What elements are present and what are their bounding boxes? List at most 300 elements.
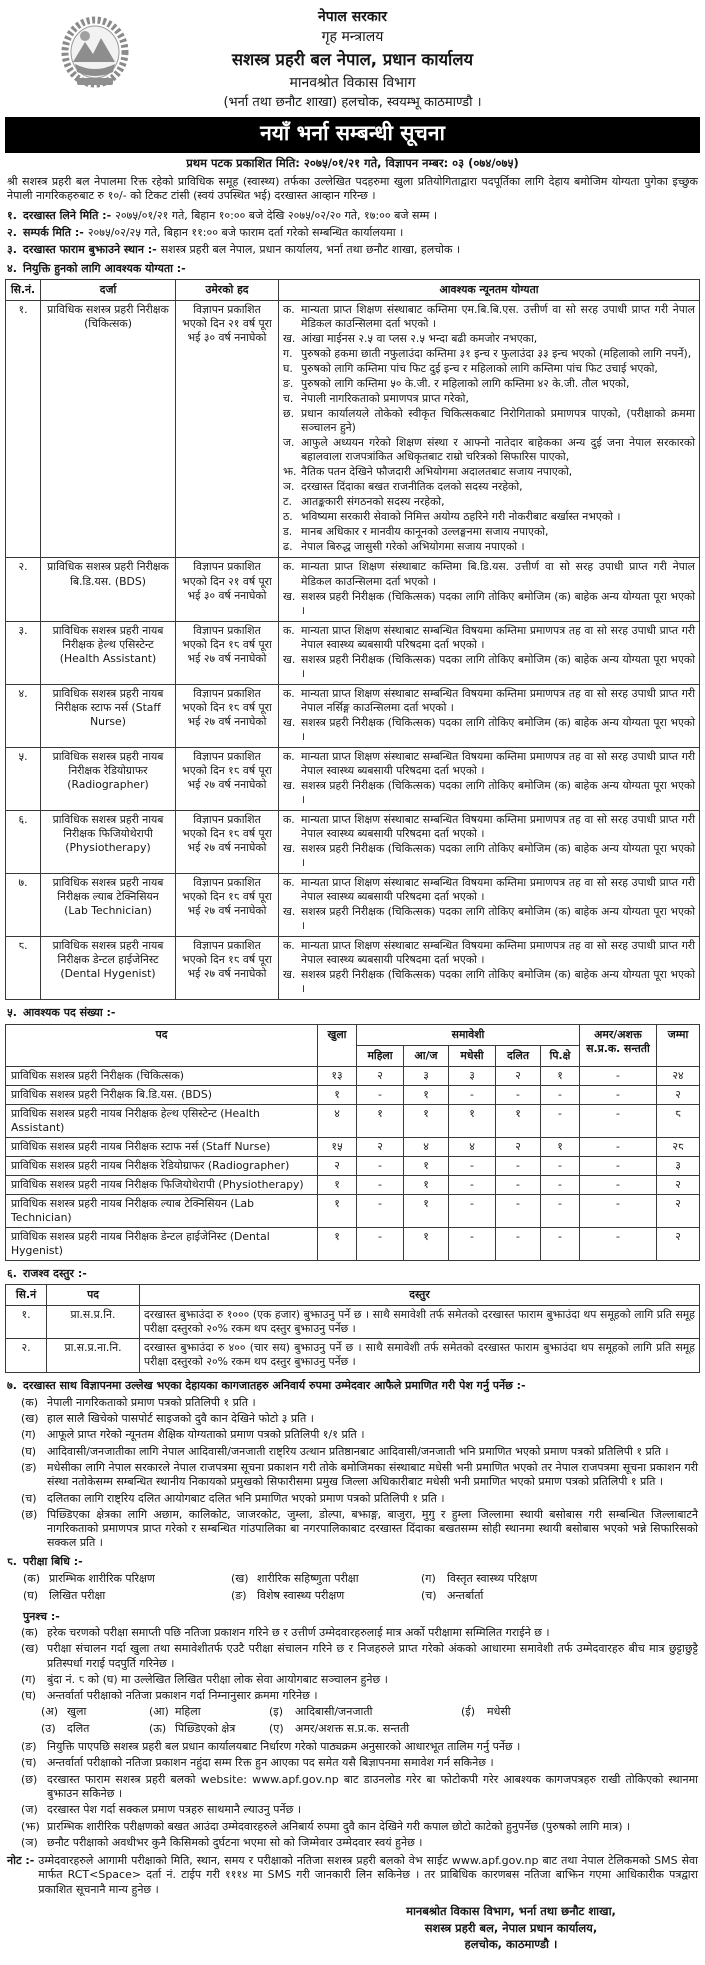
vacancy-row <box>6 1066 700 1085</box>
document-item-key: (छ) <box>21 1507 38 1521</box>
postscript-item-text: नियुक्ति पाएपछि सशस्त्र प्रहरी बल प्रधान कार्यालयबाट निर्धारण गरेको पाठ्यक्रम अनुसारको आधारभूत तालिम गर्नु पर्नेछ । <box>47 1740 521 1754</box>
row-age: विज्ञापन प्रकाशित भएको दिन १८ वर्ष पूरा भई २७ वर्ष ननाघेको <box>176 684 279 747</box>
vacancy-table-body <box>6 1066 700 1260</box>
qualification-item-key: क. <box>283 939 295 953</box>
vacancy-total: २ <box>657 1227 700 1260</box>
qualification-item-text: नेपाल बिरुद्ध जासुसी गरेको अभियोगमा सजाय नपाएको । <box>301 540 525 554</box>
vacancy-open: १ <box>318 1085 357 1104</box>
col-post: दर्जा <box>41 279 176 300</box>
section-heading: नियुक्ति हुनको लागि आवश्यक योग्यता :- <box>23 261 186 275</box>
vacancy-indigenous: ४ <box>404 1137 449 1156</box>
vacancy-women: - <box>357 1085 404 1104</box>
row-post: प्राविधिक सशस्त्र प्रहरी नायब निरीक्षक हेल्थ एसिस्टेन्ट (Health Assistant) <box>41 621 176 684</box>
exam-method-key: (क) <box>23 1572 41 1586</box>
vacancy-backward-area: - <box>541 1104 580 1137</box>
postscript-list-1 <box>5 1626 700 1703</box>
qualification-item-text: पुरुषको हकमा छाती नफुलाउंदा कम्तिमा ३१ इन्च र फुलाउंदा ३३ इन्च भएको (महिलाको लागि नपर्ने), <box>301 347 692 361</box>
vacancy-post-name: प्राविधिक सशस्त्र प्रहरी नायब निरीक्षक ल्याब टेक्निसियन (Lab Technician) <box>6 1194 318 1227</box>
order-item <box>41 1722 149 1736</box>
postscript-item-key: (क) <box>21 1625 39 1639</box>
qualification-row-4 <box>6 684 700 747</box>
fee-sn: १. <box>6 1306 47 1339</box>
order-item-text: अमर/अशक्त स.प्र.क. सन्तती <box>295 1721 410 1735</box>
qualification-item-key: ख. <box>283 589 296 603</box>
vacancy-madhesi: - <box>449 1085 496 1104</box>
vacancy-martyr-descendants: - <box>580 1175 657 1194</box>
qualification-item-text: सशस्त्र प्रहरी निरीक्षक (चिकित्सक) पदका लागि तोकिए बमोजिम (क) बाहेक अन्य योग्यता पूरा भएको । <box>301 905 695 933</box>
order-item <box>269 1722 461 1736</box>
postscript-item <box>21 1740 698 1754</box>
vacancy-indigenous: १ <box>404 1156 449 1175</box>
qualification-item <box>283 465 695 479</box>
vacancy-total: ८ <box>657 1104 700 1137</box>
qualification-item-key: ञ. <box>283 480 295 494</box>
row-sn: ५. <box>6 747 41 810</box>
section-number: ७. <box>7 1378 17 1392</box>
exam-method-key: (ख) <box>231 1572 249 1586</box>
vacancy-dalit: २ <box>496 1137 541 1156</box>
office-title: सशस्त्र प्रहरी बल नेपाल, प्रधान कार्यालय <box>231 50 474 70</box>
exam-method-text: लिखित परीक्षा <box>49 1589 106 1603</box>
section8-title <box>7 1555 698 1569</box>
item-label: सम्पर्क मिति :- <box>23 226 84 240</box>
qualification-item-text: सशस्त्र प्रहरी निरीक्षक (चिकित्सक) पदका लागि तोकिए बमोजिम (क) बाहेक अन्य योग्यता पूरा भएको । <box>301 968 695 996</box>
vacancy-indigenous: १ <box>404 1104 449 1137</box>
row-qualifications <box>279 558 700 621</box>
row-sn: २. <box>6 558 41 621</box>
vacancy-martyr-descendants: - <box>580 1066 657 1085</box>
vacancy-madhesi: १ <box>449 1104 496 1137</box>
qualification-item-key: ठ. <box>283 510 293 524</box>
section-heading: आवश्यक पद संख्या :- <box>23 1006 116 1020</box>
qualification-item-key: ख. <box>283 968 296 982</box>
postscript-item <box>21 1803 698 1817</box>
section7-title <box>7 1379 698 1393</box>
branch-address: (भर्ना तथा छनौट शाखा) हलचोक, स्वयम्भू काठमाण्डौ । <box>223 95 482 110</box>
postscript-list-2 <box>5 1740 700 1850</box>
col-total: जम्मा <box>657 1024 700 1066</box>
exam-method-item <box>421 1572 683 1586</box>
signature-line: सशस्त्र प्रहरी बल, नेपाल प्रधान कार्यालय, <box>424 1920 598 1935</box>
document-item-key: (ङ) <box>21 1460 37 1474</box>
row-sn: ३. <box>6 621 41 684</box>
table-header-row <box>6 1285 700 1306</box>
vacancy-women: - <box>357 1194 404 1227</box>
postscript-item-key: (झ) <box>21 1819 40 1833</box>
vacancy-madhesi: - <box>449 1156 496 1175</box>
vacancy-martyr-descendants: - <box>580 1194 657 1227</box>
qualification-item <box>283 347 695 361</box>
vacancy-women: २ <box>357 1066 404 1085</box>
qualification-item <box>283 332 695 346</box>
qualification-item-text: आतङ्ककारी संगठनको सदस्य नरहेको, <box>301 495 445 509</box>
qualification-item <box>283 392 695 406</box>
qualification-item-key: ज. <box>283 436 295 450</box>
qualification-item-key: क. <box>283 686 295 700</box>
vacancy-row <box>6 1104 700 1137</box>
postscript-item-text: बुंदा नं. ८ को (घ) मा उल्लेखित लिखित परीक्षा लोक सेवा आयोगबाट सञ्चालन हुनेछ । <box>47 1672 388 1686</box>
exam-method-key: (ङ) <box>231 1589 247 1603</box>
col-qualification: आवश्यक न्यूनतम योग्यता <box>279 279 700 300</box>
qualification-row-8 <box>6 937 700 1000</box>
section-number: ६. <box>7 1267 17 1281</box>
vacancy-row <box>6 1194 700 1227</box>
order-item-text: खुला <box>67 1705 87 1719</box>
vacancy-backward-area: - <box>541 1227 580 1260</box>
item-number: १. <box>7 208 17 222</box>
fee-row <box>6 1306 700 1339</box>
note-label: नोट :- <box>7 1854 35 1868</box>
publication-date-line: प्रथम पटक प्रकाशित मिति: २०७५/०१/२१ गते, विज्ञापन नम्बर: ०३ (०७४/०७५) <box>186 156 519 171</box>
exam-methods-grid <box>23 1572 700 1607</box>
col-sn: सि.नं <box>6 1285 47 1306</box>
qualification-item <box>283 480 695 494</box>
vacancy-madhesi: - <box>449 1227 496 1260</box>
item-label: दरखास्त लिने मिति :- <box>23 208 112 222</box>
order-item-key: (इ) <box>269 1705 283 1719</box>
section-heading: राजश्व दस्तुर :- <box>23 1267 87 1281</box>
qualification-item <box>283 968 695 996</box>
department-title: मानवश्रोत विकास विभाग <box>289 74 416 91</box>
note-paragraph <box>7 1854 698 1897</box>
qualification-item-key: ङ. <box>283 377 294 391</box>
col-post: पद <box>47 1285 140 1306</box>
vacancy-madhesi: ४ <box>449 1137 496 1156</box>
qualification-item-text: मान्यता प्राप्त शिक्षण संस्थाबाट कम्तिमा बि.डि.यस. उत्तीर्ण वा सो सरह उपाधी प्राप्त गरी नेपाल मेडिकल काउन्सिलमा दर्ता भएको । <box>301 560 695 588</box>
qualification-row-6 <box>6 810 700 873</box>
qualification-item-key: ख. <box>283 652 296 666</box>
order-item-key: (ई) <box>461 1705 475 1719</box>
fee-row <box>6 1339 700 1372</box>
order-item <box>461 1705 700 1719</box>
vacancy-madhesi: ३ <box>449 1066 496 1085</box>
row-post: प्राविधिक सशस्त्र प्रहरी नायब निरीक्षक डेन्टल हाईजेनिस्ट (Dental Hygenist) <box>41 937 176 1000</box>
item-text: २०७५/०२/२५ गते, बिहान ११:०० बजे फाराम दर्ता गरेको सम्बन्धित कार्यालयमा । <box>87 226 404 240</box>
col-martyr-descendants: अमर/अशक्त स.प्र.क. सन्तती <box>580 1024 657 1066</box>
row-post: प्राविधिक सशस्त्र प्रहरी नायब निरीक्षक फिजियोथेरापी (Physiotherapy) <box>41 810 176 873</box>
order-item <box>149 1722 269 1736</box>
row-qualifications <box>279 810 700 873</box>
exam-method-text: विस्तृत स्वास्थ्य परिक्षण <box>447 1572 538 1586</box>
vacancy-post-name: प्राविधिक सशस्त्र प्रहरी नायब निरीक्षक डेन्टल हाईजेनिस्ट (Dental Hygenist) <box>6 1227 318 1260</box>
col-dalit: दलित <box>496 1045 541 1066</box>
gov-title: नेपाल सरकार <box>317 9 387 25</box>
qualification-item-text: आफुले अध्ययन गरेको शिक्षण संस्था र आफ्नो नातेदार बाहेकका अन्य दुई जना नेपाल सरकारको बहालवाला राजपत्रांकित अधिकृतबाट राम्रो चरित्रको सिफारिस पाएको, <box>301 436 695 464</box>
fee-description: दरखास्त बुझाउंदा रु ४०० (चार सय) बुझाउनु पर्ने छ । साथै समावेशी तर्फ समेतको दरखास्त फाराम बुझाउंदा थप समूहको लागि प्रति समूह परीक्षा दस्तुरको २०% रकम थप दस्तुर बुझाउनु पर्नेछ । <box>140 1339 700 1372</box>
qualification-item-text: प्रधान कार्यालयले तोकेको स्वीकृत चिकित्सकबाट निरोगिताको प्रमाणपत्र पाएको, (परीक्षाको क्रममा सञ्चालन हुने) <box>301 407 695 435</box>
qualification-item-key: ख. <box>283 905 296 919</box>
vacancy-martyr-descendants: - <box>580 1156 657 1175</box>
section5-title <box>7 1006 698 1020</box>
col-post: पद <box>6 1024 318 1066</box>
qualification-item-key: क. <box>283 560 295 574</box>
exam-method-item <box>231 1589 421 1603</box>
postscript-item <box>21 1820 698 1834</box>
qualification-item-text: मान्यता प्राप्त शिक्षण संस्थाबाट सम्बन्धित विषयमा कम्तिमा प्रमाणपत्र तह वा सो सरह उपाधी प्राप्त गरी नेपाल स्वास्थ्य ब्यबसायी परिषदमा दर्ता भएको । <box>301 939 695 967</box>
exam-method-key: (घ) <box>23 1589 39 1603</box>
exam-method-item <box>231 1572 421 1586</box>
vacancy-row <box>6 1137 700 1156</box>
vacancy-open: १ <box>318 1227 357 1260</box>
vacancy-dalit: - <box>496 1194 541 1227</box>
qualification-item-text: नेपाली नागरिकताको प्रमाणपत्र प्राप्त गरेको, <box>301 392 469 406</box>
postscript-item <box>21 1626 698 1640</box>
qualification-row-3 <box>6 621 700 684</box>
col-women: महिला <box>357 1045 404 1066</box>
qualification-item-text: सशस्त्र प्रहरी निरीक्षक (चिकित्सक) पदका लागि तोकिए बमोजिम (क) बाहेक अन्य योग्यता पूरा भएको । <box>301 778 695 806</box>
row-age: विज्ञापन प्रकाशित भएको दिन १८ वर्ष पूरा भई २७ वर्ष ननाघेको <box>176 937 279 1000</box>
qualification-item <box>283 939 695 967</box>
row-post: प्राविधिक सशस्त्र प्रहरी नायब निरीक्षक स्टाफ नर्स (Staff Nurse) <box>41 684 176 747</box>
vacancy-post-name: प्राविधिक सशस्त्र प्रहरी नायब निरीक्षक स्टाफ नर्स (Staff Nurse) <box>6 1137 318 1156</box>
vacancy-dalit: १ <box>496 1104 541 1137</box>
qualification-item-key: ख. <box>283 715 296 729</box>
col-backward-area: पि.क्षे <box>541 1045 580 1066</box>
qualification-item <box>283 303 695 331</box>
qualification-item-key: ख. <box>283 332 296 345</box>
row-sn: ६. <box>6 810 41 873</box>
document-item-text: दलितका लागि राष्ट्रिय दलित आयोगबाट दलित भनि प्रमाणित भएको प्रमाण पत्रको प्रतिलिपी १ प्रति । <box>47 1491 445 1505</box>
postscript-item-key: (घ) <box>21 1689 37 1703</box>
vacancy-dalit: - <box>496 1227 541 1260</box>
vacancy-women: २ <box>357 1137 404 1156</box>
fee-post: प्रा.स.प्र.नि. <box>47 1306 140 1339</box>
vacancy-row <box>6 1227 700 1260</box>
row-qualifications <box>279 874 700 937</box>
exam-method-text: प्रारम्भिक शारीरिक परिक्षण <box>49 1572 155 1586</box>
qualification-item-text: मान्यता प्राप्त शिक्षण संस्थाबाट सम्बन्धित विषयमा कम्तिमा प्रमाणपत्र तह वा सो सरह उपाधी प्राप्त गरी नेपाल नर्सिङ्ग काउन्सिलमा दर्ता भएको । <box>301 686 695 714</box>
vacancy-total: २ <box>657 1175 700 1194</box>
fee-description: दरखास्त बुझाउंदा रु १००० (एक हजार) बुझाउनु पर्ने छ । साथै समावेशी तर्फ समेतको दरखास्त फाराम बुझाउंदा थप समूहको लागि प्रति समूह परीक्षा दस्तुरको २०% रकम थप दस्तुर बुझाउनु पर्नेछ । <box>140 1306 700 1339</box>
order-item-text: मधेसी <box>487 1705 511 1719</box>
vacancy-women: - <box>357 1227 404 1260</box>
fee-table-body <box>6 1306 700 1372</box>
vacancy-backward-area: - <box>541 1194 580 1227</box>
vacancy-backward-area: - <box>541 1175 580 1194</box>
col-open: खुला <box>318 1024 357 1066</box>
postscript-item-text: अन्तर्वार्ता परीक्षाको नतिजा प्रकाशन गर्दा निम्नानुसार क्रममा गरिनेछ । <box>47 1689 318 1703</box>
postscript-item <box>21 1689 698 1703</box>
postscript-item-text: परीक्षा संचालन गर्दा खुला तथा समावेशीतर्फ एउटै परीक्षा संचालन गरिने छ र निजहरुले प्राप्त गरेको अंकको आधारमा समावेशी तर्फ उम्मेदवारहरु बीच मात्र छुट्टाछुट्टै प्रतिस्पर्धा गराई पदपुर्ति गरिनेछ । <box>47 1642 698 1670</box>
exam-method-text: विशेष स्वास्थ्य परीक्षण <box>257 1589 345 1603</box>
qualification-item <box>283 560 695 588</box>
postscript-item <box>21 1836 698 1850</box>
qualification-item <box>283 540 695 554</box>
qualification-item-text: मानब अधिकार र मानवीय कानूनको उल्लङ्घनमा सजाय नपाएको, <box>301 525 549 539</box>
item-text: सशस्त्र प्रहरी बल नेपाल, प्रधान कार्यालय, भर्ना तथा छनौट शाखा, हलचोक । <box>160 243 461 257</box>
vacancy-martyr-descendants: - <box>580 1137 657 1156</box>
submission-place-item <box>7 243 698 257</box>
vacancy-post-name: प्राविधिक सशस्त्र प्रहरी नायब निरीक्षक हेल्थ एसिस्टेन्ट (Health Assistant) <box>6 1104 318 1137</box>
vacancy-row <box>6 1085 700 1104</box>
section6-title <box>7 1267 698 1281</box>
row-post: प्राविधिक सशस्त्र प्रहरी निरीक्षक (चिकित्सक) <box>41 300 176 558</box>
vacancy-post-name: प्राविधिक सशस्त्र प्रहरी निरीक्षक बि.डि.यस. (BDS) <box>6 1085 318 1104</box>
table-header-row <box>6 279 700 300</box>
postscript-item-key: (ख) <box>21 1642 39 1656</box>
section-number: ५. <box>7 1006 17 1020</box>
order-item-key: (आ) <box>149 1705 169 1719</box>
order-item <box>269 1705 461 1719</box>
vacancy-open: २ <box>318 1156 357 1175</box>
qualification-item <box>283 495 695 509</box>
qualification-item-key: क. <box>283 812 295 826</box>
vacancy-indigenous: १ <box>404 1085 449 1104</box>
document-item <box>21 1508 698 1551</box>
item-number: ३. <box>7 243 17 257</box>
ministry-title: गृह मन्त्रालय <box>321 29 384 46</box>
row-age: विज्ञापन प्रकाशित भएको दिन १८ वर्ष पूरा भई २७ वर्ष ननाघेको <box>176 874 279 937</box>
fee-post: प्रा.स.प्र.ना.नि. <box>47 1339 140 1372</box>
row-age: विज्ञापन प्रकाशित भएको दिन १८ वर्ष पूरा भई २७ वर्ष ननाघेको <box>176 747 279 810</box>
col-age: उमेरको हद <box>176 279 279 300</box>
vacancy-dalit: २ <box>496 1066 541 1085</box>
col-inclusive-group: समावेशी <box>357 1024 580 1045</box>
col-fee: दस्तुर <box>140 1285 700 1306</box>
qualification-item-key: झ. <box>283 465 297 479</box>
vacancy-women: १ <box>357 1104 404 1137</box>
postscript-item-key: (ङ) <box>21 1740 37 1754</box>
signature-line: हलचोक, काठमाण्डौ । <box>464 1937 558 1952</box>
document-item-key: (घ) <box>21 1444 37 1458</box>
qualification-item-key: ट. <box>283 495 292 509</box>
nepal-government-emblem-icon <box>55 12 135 98</box>
qualification-row-1 <box>6 300 700 558</box>
qualification-item <box>283 362 695 376</box>
qualification-item <box>283 687 695 715</box>
document-item-key: (क) <box>21 1395 39 1409</box>
vacancy-total: २४ <box>657 1066 700 1085</box>
col-sn: सि.नं. <box>6 279 41 300</box>
document-item-text: मधेसीका लागि नेपाल सरकारले नेपाल राजपत्रमा सूचना प्रकाशन गरी तोके बमोजिमका संस्थाबाट मधेसी भनी प्रमाणित भएको तर नेपाल राजपत्रमा सूचना प्रकाशन गरी संस्था नतोकेसम्म सम्बन्धित स्थानीय निकायको प्रमुखको सिफारीसमा प्रमुख जिल्ला अधिकारीबाट मधेसी भनी प्रमाणित भएको प्रमाण पत्रको प्रतिलिपी १ प्रति । <box>47 1460 698 1489</box>
vacancy-total: २८ <box>657 1137 700 1156</box>
qualification-item-key: क. <box>283 623 295 637</box>
qualification-item-text: सशस्त्र प्रहरी निरीक्षक (चिकित्सक) पदका लागि तोकिए बमोजिम (क) बाहेक अन्य योग्यता पूरा भएको । <box>301 842 695 870</box>
qualification-item <box>283 653 695 681</box>
section-heading: परीक्षा बिधि :- <box>23 1554 83 1568</box>
document-item-text: पिछ्डिएका क्षेत्रका लागि अछाम, कालिकोट, जाजरकोट, जुम्ला, डोल्पा, बझाङ्ग, बाजुरा, मुगु र हुम्ला जिल्लामा स्थायी बसोबास गरी सम्बन्धित जिल्लाबाटनै नागरिकताको प्रमाणपत्र प्राप्त गरेको र सम्बन्धित गांउपालिका बा नगरपालिकाबाट दरखास्त दिंदाका बखतसम्म सोही स्थानमा स्थायी बसोबास भएको भन्ने सिफारिसको सक्कल प्रति । <box>47 1507 698 1550</box>
row-qualifications <box>279 621 700 684</box>
vacancy-dalit: - <box>496 1175 541 1194</box>
qualification-row-5 <box>6 747 700 810</box>
order-item-text: दलित <box>67 1721 90 1735</box>
section-number: ८. <box>7 1554 17 1568</box>
vacancy-backward-area: - <box>541 1085 580 1104</box>
vacancy-indigenous: ३ <box>404 1066 449 1085</box>
order-item <box>41 1705 149 1719</box>
row-qualifications <box>279 937 700 1000</box>
col-indigenous: आ/ज <box>404 1045 449 1066</box>
vacancy-open: १ <box>318 1194 357 1227</box>
order-item-key: (ऊ) <box>149 1721 167 1735</box>
qualification-item-text: आंखा माईनस २.५ वा प्लस २.५ भन्दा बढी कमजोर नभएका, <box>301 332 538 345</box>
qualification-item-text: भविष्यमा सरकारी सेवाको निमित्त अयोग्य ठहरिने गरी नोकरीबाट बर्खास्त नभएको । <box>301 510 621 524</box>
item-text: २०७५/०१/२१ गते, बिहान १०:०० बजे देखि २०७५/०२/२० गते, १७:०० बजे सम्म । <box>115 208 438 222</box>
note-text: उम्मेदवारहरुले आगामी परीक्षाको मिति, स्थान, समय र परीक्षाको नतिजा सशस्त्र प्रहरी बलको वेभ साईट www.apf.gov.np बाट तथा नेपाल टेलिकमको SMS सेवा मार्फत RCT<Space> दर्ता नं. टाईप गरी १११४ मा SMS गरी जानकारी लिन सकिनेछ । तर प्राबिधिक कारणबस नतिजा बाझिन गएमा आधिकारीक पत्रद्वारा प्रकाशित सूचनानै मान्य हुनेछ । <box>38 1854 698 1896</box>
qualification-item <box>283 377 695 391</box>
document-item-text: आदिवासी/जनजातीका लागि नेपाल आदिवासी/जनजाती राष्ट्रिय उत्थान प्रतिष्ठानबाट आदिवासी/जनजाती भनि प्रमाणित भएको प्रमाण पत्रको प्रतिलिपी १ प्रति । <box>47 1444 669 1458</box>
row-age: विज्ञापन प्रकाशित भएको दिन १८ वर्ष पूरा भई २७ वर्ष ननाघेको <box>176 810 279 873</box>
document-item <box>21 1492 698 1506</box>
qualification-item <box>283 779 695 807</box>
order-item-text: पिछ्डिएको क्षेत्र <box>175 1721 236 1735</box>
vacancy-total: २ <box>657 1085 700 1104</box>
vacancy-open: १३ <box>318 1066 357 1085</box>
vacancy-martyr-descendants: - <box>580 1104 657 1137</box>
qualification-row-7 <box>6 874 700 937</box>
exam-method-key: (च) <box>421 1589 437 1603</box>
qualification-item <box>283 813 695 841</box>
row-post: प्राविधिक सशस्त्र प्रहरी नायब निरीक्षक रेडियोग्राफर (Radiographer) <box>41 747 176 810</box>
document-item <box>21 1428 698 1442</box>
vacancy-martyr-descendants: - <box>580 1227 657 1260</box>
qualification-item-key: छ. <box>283 407 295 421</box>
vacancy-post-name: प्राविधिक सशस्त्र प्रहरी निरीक्षक (चिकित्सक) <box>6 1066 318 1085</box>
qualification-item <box>283 905 695 933</box>
row-age: विज्ञापन प्रकाशित भएको दिन २१ वर्ष पूरा भई ३० वर्ष ननाघेको <box>176 300 279 558</box>
order-item <box>149 1705 269 1719</box>
vacancy-dalit: - <box>496 1156 541 1175</box>
postscript-item-text: दरखास्त फाराम सशस्त्र प्रहरी बलको website: www.apf.gov.np बाट डाउनलोड गरेर बा फोटोकपी गरेर आबश्यक कागजपत्रहरु राखी तोकिएको स्थानमा बुझाउन सकिनेछ । <box>47 1772 698 1800</box>
table-header-row <box>6 1024 700 1045</box>
qualification-item <box>283 716 695 744</box>
document-item-text: हाल सालै खिचेको पासपोर्ट साइजको दुवै कान देखिने फोटो ३ प्रति । <box>47 1412 314 1426</box>
qualification-item-text: पुरुषको लागि कम्तिमा पांच फिट दुई इन्च र महिलाको लागि कम्तिमा पांच फिट उचाई भएको, <box>301 362 658 376</box>
qualification-item-key: क. <box>283 302 295 316</box>
order-item-key: (उ) <box>41 1721 56 1735</box>
vacancy-women: - <box>357 1175 404 1194</box>
vacancy-backward-area: १ <box>541 1137 580 1156</box>
qualification-item-key: ग. <box>283 347 293 361</box>
document-item-key: (ख) <box>21 1412 39 1426</box>
vacancy-open: १५ <box>318 1137 357 1156</box>
qualification-item-key: ख. <box>283 842 296 856</box>
row-age: विज्ञापन प्रकाशित भएको दिन १८ वर्ष पूरा भई २७ वर्ष ननाघेको <box>176 621 279 684</box>
document-item-text: आफूले प्राप्त गरेको न्यूनतम शैक्षिक योग्यताको प्रमाण पत्रको प्रतिलिपी १/१ प्रति । <box>47 1428 365 1442</box>
qualification-item-text: सशस्त्र प्रहरी निरीक्षक (चिकित्सक) पदका लागि तोकिए बमोजिम (क) बाहेक अन्य योग्यता पूरा भएको । <box>301 715 695 743</box>
qualification-item <box>283 876 695 904</box>
qualification-item-text: सशस्त्र प्रहरी निरीक्षक (चिकित्सक) पदका लागि तोकिए बमोजिम (क) बाहेक अन्य योग्यता पूरा भएको । <box>301 589 695 617</box>
qualification-item <box>283 624 695 652</box>
document-item-key: (ग) <box>21 1428 36 1442</box>
qualification-item-text: मान्यता प्राप्त शिक्षण संस्थाबाट सम्बन्धित विषयमा कम्तिमा प्रमाणपत्र तह वा सो सरह उपाधी प्राप्त गरी नेपाल स्वास्थ्य ब्यबसायी परिषदमा दर्ता भएको । <box>301 749 695 777</box>
qualification-item <box>283 407 695 435</box>
row-qualifications <box>279 300 700 558</box>
exam-method-item <box>23 1589 231 1603</box>
vacancy-indigenous: १ <box>404 1175 449 1194</box>
row-post: प्राविधिक सशस्त्र प्रहरी निरीक्षक बि.डि.यस. (BDS) <box>41 558 176 621</box>
qualification-item <box>283 510 695 524</box>
qualification-item-key: क. <box>283 876 295 890</box>
qualification-item <box>283 750 695 778</box>
section-number: ४. <box>7 261 17 275</box>
exam-method-item <box>23 1572 231 1586</box>
letterhead <box>5 6 700 112</box>
signature-line: मानबश्रोत विकास विभाग, भर्ना तथा छनौट शाखा, <box>406 1904 616 1918</box>
qualification-item-key: च. <box>283 392 294 406</box>
application-date-item <box>7 209 698 223</box>
order-item-text: महिला <box>175 1705 201 1719</box>
documents-list <box>5 1396 700 1551</box>
vacancy-row <box>6 1175 700 1194</box>
row-sn: ७. <box>6 874 41 937</box>
vacancy-martyr-descendants: - <box>580 1085 657 1104</box>
postscript-item-key: (च) <box>21 1756 37 1770</box>
qualification-item-text: नैतिक पतन देखिने फौजदारी अभियोगमा अदालतबाट सजाय नपाएको, <box>301 465 573 479</box>
postscript-item <box>21 1756 698 1770</box>
vacancy-dalit: - <box>496 1085 541 1104</box>
section4-title <box>7 262 698 276</box>
